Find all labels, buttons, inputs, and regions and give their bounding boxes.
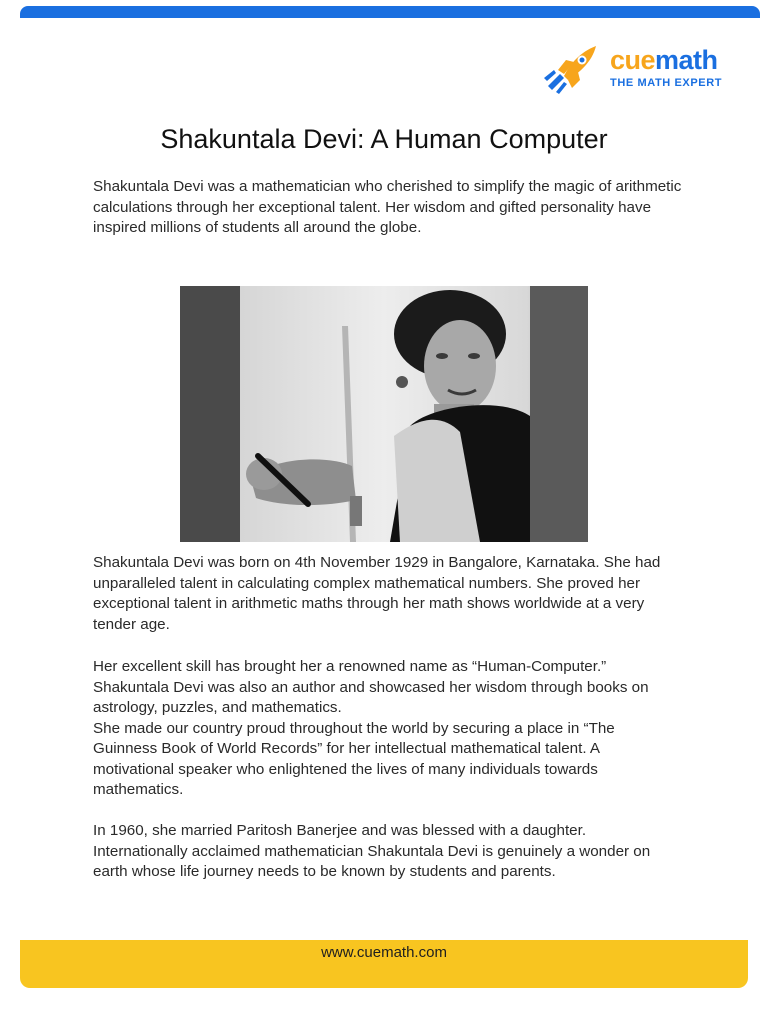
marriage-paragraph: In 1960, she married Paritosh Banerjee and was blessed with a daughter. Internationally acclaimed mathematician Shakuntala Devi is genuinely a wonder on earth whose life journey needs to be known by students and parents. <box>93 822 651 880</box>
logo-tagline: THE MATH EXPERT <box>610 77 723 89</box>
birth-paragraph: Shakuntala Devi was born on 4th November 1929 in Bangalore, Karnataka. She had unparalleled talent in calculating complex mathematical numbers. She proved her exceptional talent in arithmetic maths through her math shows worldwide at a very tender age. <box>93 554 661 633</box>
footer-bar <box>20 940 748 988</box>
logo-text-math: math <box>655 45 718 75</box>
rocket-icon <box>544 42 600 94</box>
portrait-illustration <box>180 286 588 542</box>
logo-wordmark <box>610 46 718 74</box>
footer-website-link[interactable]: www.cuemath.com <box>321 944 447 961</box>
portrait-photo <box>180 286 588 542</box>
skill-paragraph <box>93 657 683 801</box>
logo-text-cue: cue <box>610 45 656 75</box>
intro-paragraph: Shakuntala Devi was a mathematician who cherished to simplify the magic of arithmetic calculations through her exceptional talent. Her wisdom and gifted personality have inspired millions of students all around the globe. <box>93 178 682 236</box>
top-accent-bar <box>20 6 760 18</box>
cuemath-logo[interactable] <box>544 42 744 98</box>
skill-paragraph-line-1: Her excellent skill has brought her a renowned name as “Human-Computer.” Shakuntala Devi was also an author and showcased her wisdom through books on astrology, puzzles, and mathematics. <box>93 658 649 716</box>
skill-paragraph-line-2: She made our country proud throughout the world by securing a place in “The Guinness Book of World Records” for her intellectual mathematical talent. A motivational speaker who enlightened the lives of many individuals towards mathematics. <box>93 719 615 798</box>
page-title: Shakuntala Devi: A Human Computer <box>160 124 608 154</box>
